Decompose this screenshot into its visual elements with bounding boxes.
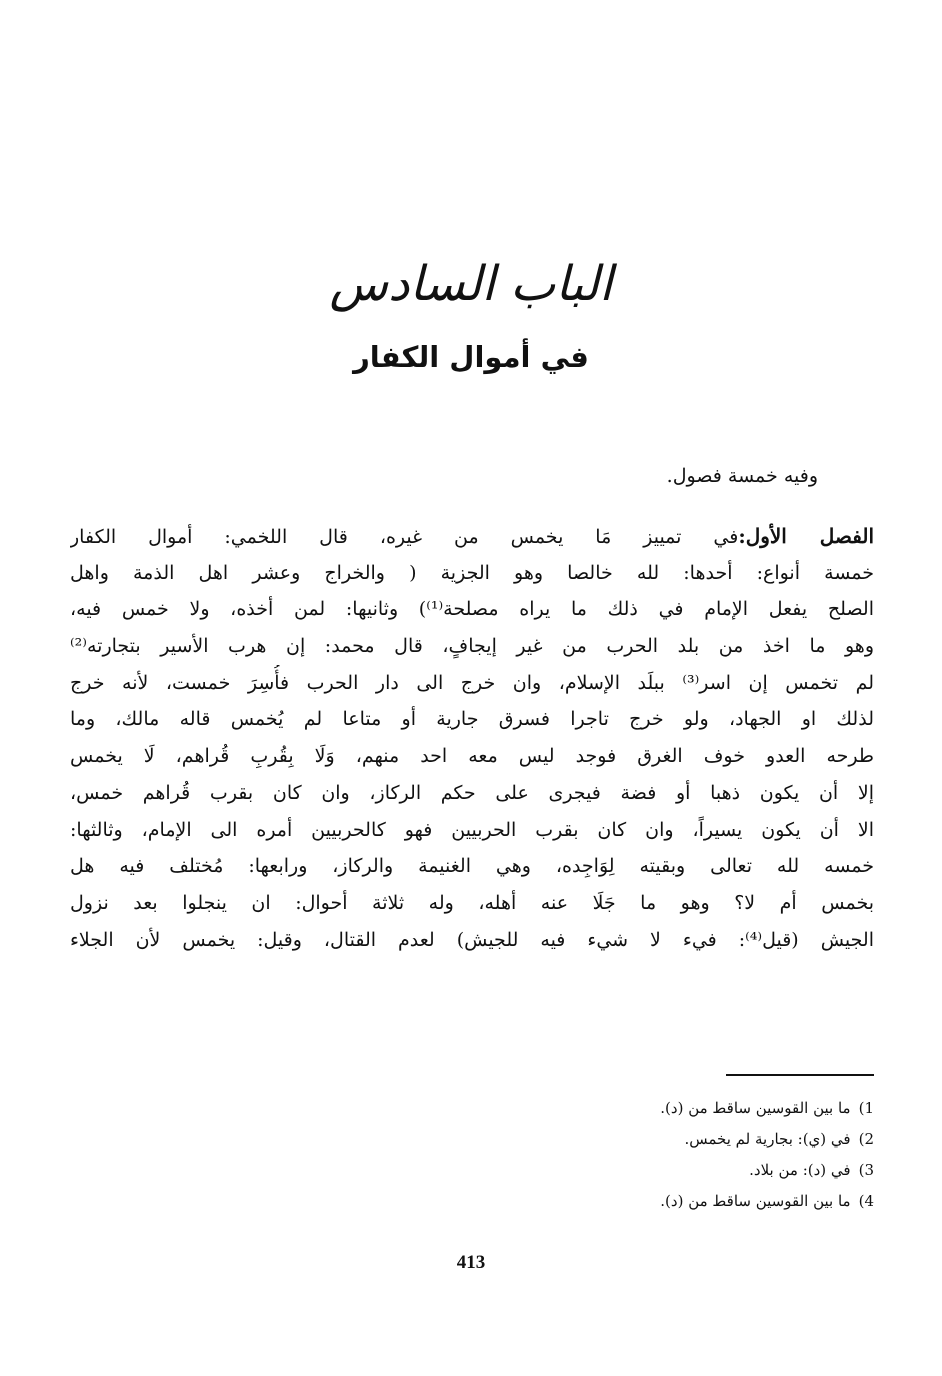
body-line: خمسه لله تعالى وبقيته لِوَاجِده، وهي الغنيمة والركاز، ورابعها: مُختلف فيه هل bbox=[70, 855, 874, 878]
body-line: خمسة أنواع: أحدها: لله خالصا وهو الجزية ( والخراج وعشر اهل الذمة واهل bbox=[70, 561, 874, 584]
footnote-text: في (ي): بجارية لم يخمس. bbox=[684, 1130, 851, 1148]
footnote-item bbox=[660, 1093, 874, 1124]
body-line: الا أن يكون يسيراً، وان كان بقرب الحربيين فهو كالحربيين أمره الى الإمام، وثالثها: bbox=[70, 818, 874, 841]
section-body bbox=[70, 518, 874, 958]
footnote-item bbox=[660, 1186, 874, 1217]
section-heading: الفصل الأول: bbox=[738, 524, 874, 548]
footnote-divider bbox=[726, 1074, 874, 1076]
footnote-item bbox=[660, 1124, 874, 1155]
footnote-text: في (د): من بلاد. bbox=[749, 1161, 851, 1179]
chapter-title: الباب السادس bbox=[329, 256, 613, 312]
footnote-text: ما بين القوسين ساقط من (د). bbox=[660, 1192, 851, 1210]
page-number: 413 bbox=[456, 1252, 486, 1273]
body-line: طرحه العدو خوف الغرق فوجد ليس معه احد منهم، وَلَا بِقُربِ قُراهم، لَا يخمس bbox=[70, 745, 874, 768]
footnote-number: 4) bbox=[858, 1192, 874, 1210]
body-line: بخمس أم لا؟ وهو ما جَلَا عنه أهله، وله ثلاثة أحوال: ان ينجلوا بعد نزول bbox=[70, 891, 874, 914]
footnote-number: 1) bbox=[858, 1099, 874, 1117]
intro-paragraph: وفيه خمسة فصول. bbox=[666, 465, 818, 487]
body-line: إلا أن يكون ذهبا أو فضة فيجرى على حكم الركاز، وان كان بقرب قُراهم خمس، bbox=[70, 781, 874, 804]
body-line: وهو ما اخذ من بلد الحرب من غير إيجافٍ، قال محمد: إن هرب الأسير بتجارته⁽²⁾ bbox=[70, 635, 874, 658]
body-line-text: في تمييز مَا يخمس من غيره، قال اللخمي: أموال الكفار bbox=[70, 526, 739, 548]
body-line bbox=[70, 518, 874, 555]
body-line: لذلك او الجهاد، ولو خرج تاجرا فسرق جارية أو متاعا لم يُخمس قاله مالك، وما bbox=[70, 708, 874, 731]
body-line: لم تخمس إن اسر⁽³⁾ ببلَد الإسلام، وان خرج الى دار الحرب فأُسِرَ خمست، لأنه خرج bbox=[70, 671, 874, 694]
footnote-text: ما بين القوسين ساقط من (د). bbox=[660, 1099, 851, 1117]
body-line: الصلح يفعل الإمام في ذلك ما يراه مصلحة⁽¹⁾) وثانيها: لمن أخذه، ولا خمس فيه، bbox=[70, 598, 874, 621]
footnote-number: 2) bbox=[858, 1130, 874, 1148]
body-line: الجيش (قيل⁽⁴⁾: فيء لا شيء فيه للجيش) لعدم القتال، وقيل: يخمس لأن الجلاء bbox=[70, 928, 874, 951]
footnotes bbox=[660, 1093, 874, 1217]
footnote-item bbox=[660, 1155, 874, 1186]
chapter-subtitle: في أموال الكفار bbox=[353, 340, 589, 374]
footnote-number: 3) bbox=[858, 1161, 874, 1179]
